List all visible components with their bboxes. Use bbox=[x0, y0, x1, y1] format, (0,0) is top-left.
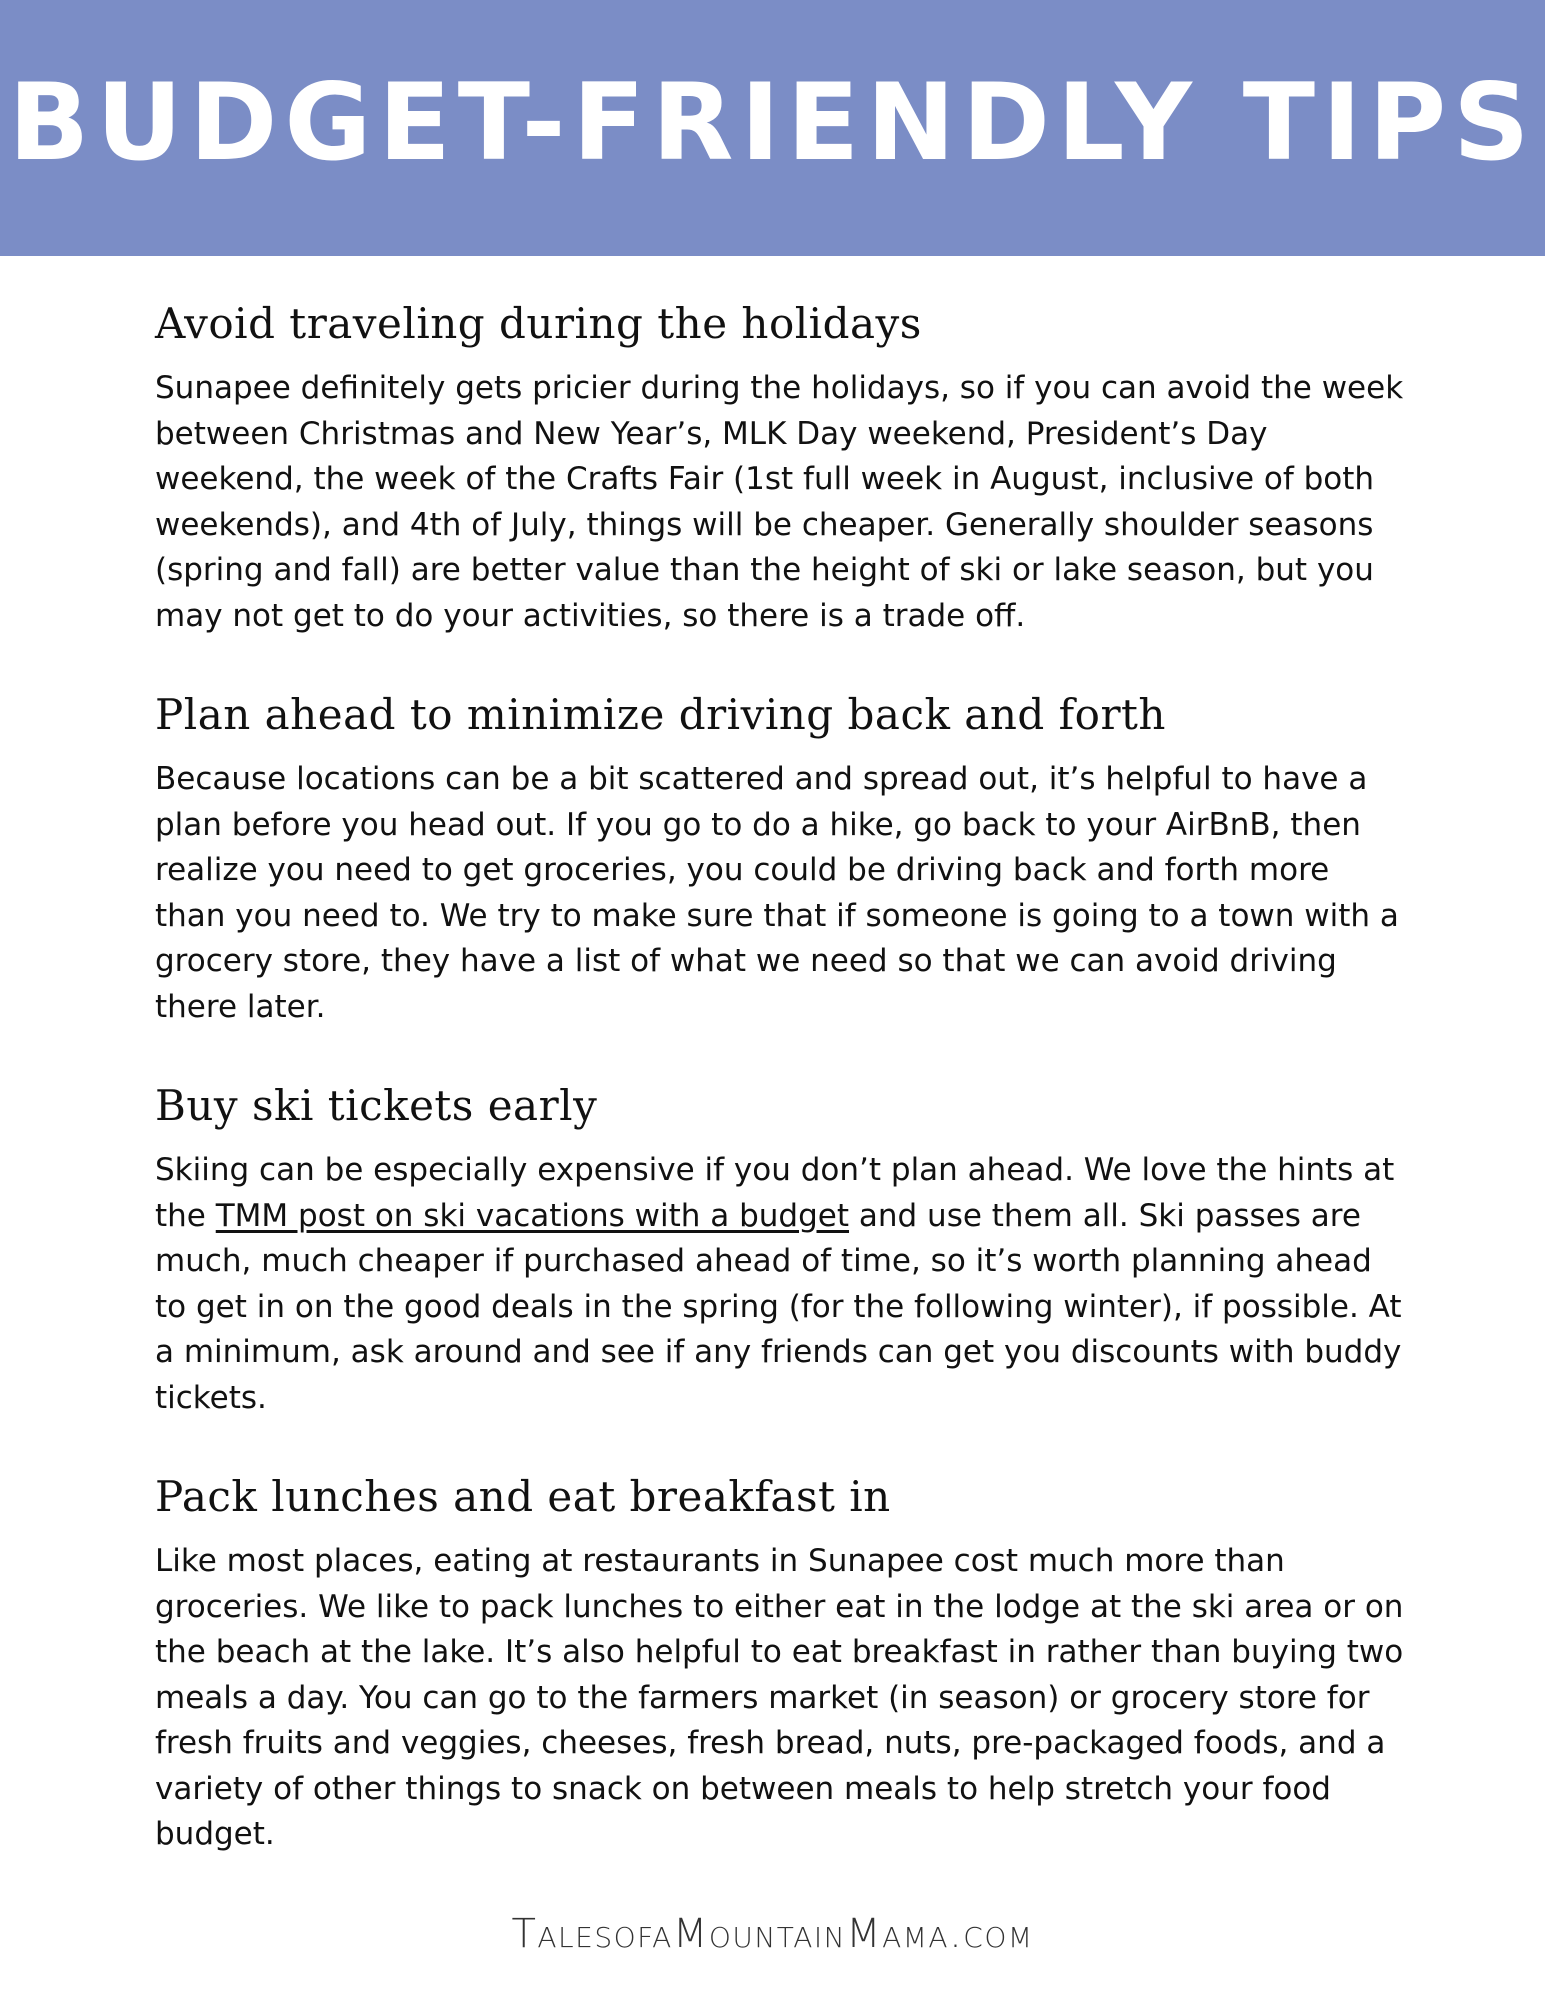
tip-section-meals bbox=[155, 1469, 1405, 1858]
tip-body-text-before-link: Skiing can be especially expensive if you don’t plan ahead. We love the hints at the bbox=[155, 1152, 1395, 1234]
tip-body-text-after-link: and use them all. Ski passes are much, much cheaper if purchased ahead of time, so it’s worth planning ahead to get in on the good deals in the spring (for the following winter), if possible. At a minimum, ask around and see if any friends can get you discounts with buddy tickets. bbox=[155, 1197, 1402, 1416]
title-banner bbox=[0, 0, 1545, 256]
tip-body: Like most places, eating at restaurants in Sunapee cost much more than groceries. We like to pack lunches to either eat in the lodge at the ski area or on the beach at the lake. It’s also helpful to eat breakfast in rather than buying two meals a day. You can go to the farmers market (in season) or grocery store for fresh fruits and veggies, cheeses, fresh bread, nuts, pre-packaged foods, and a variety of other things to snack on between meals to help stretch your food budget. bbox=[155, 1543, 1404, 1852]
tip-heading: Avoid traveling during the holidays bbox=[155, 299, 922, 348]
tip-heading: Buy ski tickets early bbox=[155, 1081, 598, 1130]
page-title: BUDGET-FRIENDLY TIPS bbox=[8, 61, 1537, 184]
tip-heading: Plan ahead to minimize driving back and forth bbox=[155, 690, 1166, 739]
tip-section-holidays bbox=[155, 296, 1405, 639]
tips-content bbox=[155, 296, 1405, 1906]
tip-body bbox=[155, 1148, 1405, 1421]
tip-body: Sunapee definitely gets pricier during the holidays, so if you can avoid the week between Christmas and New Year’s, MLK Day weekend, President’s Day weekend, the week of the Crafts Fair (1st full week in August, inclusive of both weekends), and 4th of July, things will be cheaper. Generally shoulder seasons (spring and fall) are better value than the height of ski or lake season, but you may not get to do your activities, so there is a trade off. bbox=[155, 370, 1404, 634]
tip-section-driving bbox=[155, 687, 1405, 1030]
footer-website-text: TalesofaMountainMama.com bbox=[511, 1911, 1034, 1957]
tip-section-ski-tickets bbox=[155, 1078, 1405, 1421]
tip-heading: Pack lunches and eat breakfast in bbox=[155, 1472, 891, 1521]
ski-budget-post-link[interactable]: TMM post on ski vacations with a budget bbox=[215, 1197, 850, 1234]
tip-body: Because locations can be a bit scattered and spread out, it’s helpful to have a plan before you head out. If you go to do a hike, go back to your AirBnB, then realize you need to get groceries, you could be driving back and forth more than you need to. We try to make sure that if someone is going to a town with a grocery store, they have a list of what we need so that we can avoid driving there later. bbox=[155, 761, 1399, 1025]
